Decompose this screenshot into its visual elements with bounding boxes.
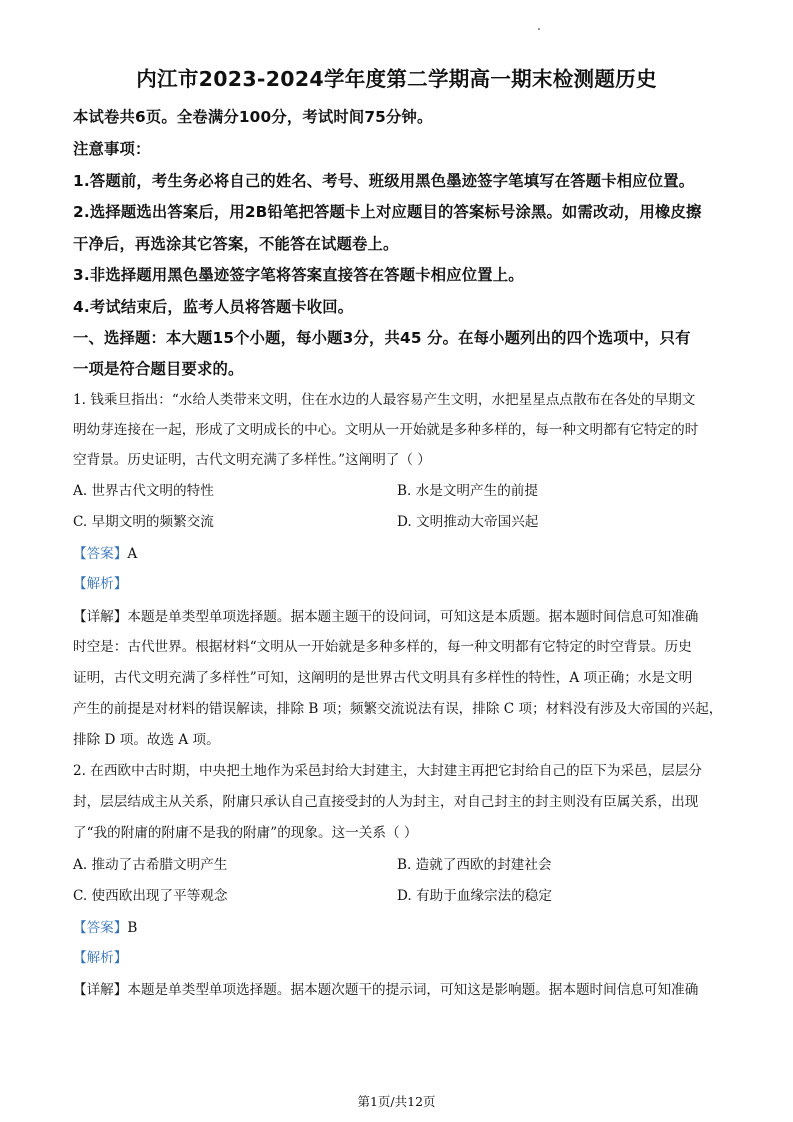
scan-dot [538, 28, 540, 30]
detail-line: 排除 D 项。故选 A 项。 [73, 732, 220, 748]
option-d: D. 文明推动大帝国兴起 [397, 514, 539, 530]
option-a: A. 推动了古希腊文明产生 [73, 857, 228, 873]
detail-tag: 【详解】 [73, 609, 128, 625]
notice-heading: 注意事项： [73, 140, 151, 158]
notice-item: 1.答题前，考生务必将自己的姓名、考号、班级用黑色墨迹签字笔填写在答题卡相应位置。 [73, 172, 695, 190]
detail-line: 时空是：古代世界。根据材料“文明从一开始就是多种多样的，每一种文明都有它特定的时空背景。历史 [73, 639, 692, 655]
question-2-stem: 了“我的附庸的附庸不是我的附庸”的现象。这一关系（ ） [73, 825, 418, 841]
section-heading: 一项是符合题目要求的。 [73, 360, 244, 378]
notice-item: 3.非选择题用黑色墨迹签字笔将答案直接答在答题卡相应位置上。 [73, 266, 524, 284]
notice-item: 2.选择题选出答案后，用2B铅笔把答题卡上对应题目的答案标号涂黑。如需改动，用橡皮擦 [73, 203, 702, 221]
option-d: D. 有助于血缘宗法的稳定 [397, 888, 552, 904]
answer-line [73, 913, 723, 943]
answer-tag: 【答案】 [73, 546, 128, 562]
analysis-tag: 【解析】 [73, 950, 128, 966]
question-1-stem: 空背景。历史证明，古代文明充满了多样性。”这阐明了（ ） [73, 452, 431, 468]
option-b: B. 造就了西欧的封建社会 [397, 857, 552, 873]
question-1-stem: 明幼芽连接在一起，形成了文明成长的中心。文明从一开始就是多种多样的，每一种文明都有它特定的时 [73, 422, 699, 438]
option-b: B. 水是文明产生的前提 [397, 483, 538, 499]
page-title: 内江市2023-2024学年度第二学期高一期末检测题历史 [136, 67, 657, 91]
option-c: C. 早期文明的频繁交流 [73, 514, 214, 530]
answer-value: B [127, 920, 138, 936]
detail-line: 证明，古代文明充满了多样性”可知，这阐明的是世界古代文明具有多样性的特性，A 项正确；水是文明 [73, 670, 693, 686]
notice-item: 4.考试结束后，监考人员将答题卡收回。 [73, 298, 354, 316]
option-c: C. 使西欧出现了平等观念 [73, 888, 228, 904]
answer-tag: 【答案】 [73, 920, 128, 936]
detail-line: 产生的前提是对材料的错误解读，排除 B 项；频繁交流说法有误，排除 C 项；材料没有涉及大帝国的兴起， [73, 701, 723, 717]
page-number: 第1页/共12页 [357, 1094, 436, 1109]
notice-item: 干净后，再选涂其它答案，不能答在试题卷上。 [73, 235, 399, 253]
detail-tag: 【详解】 [73, 982, 128, 998]
detail-line: 【详解】本题是单类型单项选择题。据本题次题干的提示词，可知这是影响题。据本题时间信息可知准确 [73, 982, 699, 998]
exam-intro: 本试卷共6页。全卷满分100分，考试时间75分钟。 [73, 108, 433, 126]
question-1-stem: 1. 钱乘旦指出：“水给人类带来文明，住在水边的人最容易产生文明，水把星星点点散布在各处的早期文 [73, 392, 696, 408]
question-2-stem: 封，层层结成主从关系，附庸只承认自己直接受封的人为封主，对自己封主的封主则没有臣属关系，出现 [73, 794, 699, 810]
question-2-stem: 2. 在西欧中古时期，中央把土地作为采邑封给大封建主，大封建主再把它封给自己的臣下为采邑，层层分 [73, 763, 703, 779]
answer-line [73, 539, 723, 569]
analysis-tag: 【解析】 [73, 576, 128, 592]
section-heading: 一、选择题：本大题15个小题，每小题3分，共45 分。在每小题列出的四个选项中，只有 [73, 329, 691, 347]
option-a: A. 世界古代文明的特性 [73, 483, 214, 499]
answer-value: A [127, 546, 138, 562]
detail-line: 【详解】本题是单类型单项选择题。据本题主题干的设问词，可知这是本质题。据本题时间信息可知准确 [73, 609, 699, 625]
